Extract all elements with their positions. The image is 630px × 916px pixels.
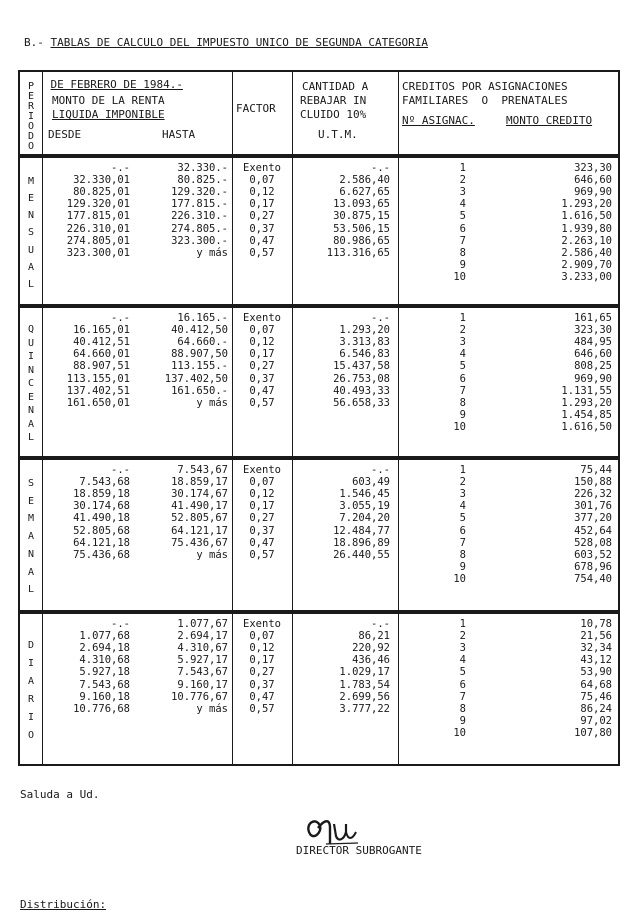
cell-hasta: 16.165.- <box>177 312 228 324</box>
cell-rebaja: 6.627,65 <box>339 186 390 199</box>
section-label-letter: U <box>27 244 35 256</box>
section-label-letter: I <box>27 712 35 723</box>
cell-monto-credito: 43,12 <box>580 654 612 667</box>
cell-desde: 18.859,18 <box>73 488 130 501</box>
cell-num-asignac: 6 <box>459 524 466 537</box>
cell-desde: 75.436,68 <box>73 548 130 561</box>
cell-num-asignac: 4 <box>459 198 466 211</box>
header-factor: FACTOR <box>236 102 276 115</box>
signer-title: DIRECTOR SUBROGANTE <box>296 844 422 857</box>
distribucion-label: Distribución: <box>20 898 107 911</box>
section-label-letter: N <box>27 405 35 417</box>
cell-factor: 0,07 <box>249 174 275 187</box>
header-periodo-letter: E <box>27 91 35 102</box>
title-line-1-text: TABLAS DE CALCULO DEL IMPUESTO UNICO DE SEGUNDA CATEGORIA <box>50 36 428 49</box>
cell-desde: 177.815,01 <box>66 210 130 223</box>
cell-hasta: 323.300.- <box>171 234 228 247</box>
section-label-letter: O <box>27 730 35 741</box>
cell-num-asignac: 3 <box>459 642 466 655</box>
cell-monto-credito: 452,64 <box>574 524 612 537</box>
cell-factor: 0,12 <box>249 186 275 199</box>
cell-rebaja: -.- <box>371 618 390 630</box>
cell-rebaja: 3.777,22 <box>339 702 390 715</box>
cell-num-asignac: 4 <box>459 348 466 361</box>
cell-monto-credito: 2.263,10 <box>561 234 612 247</box>
cell-factor: 0,57 <box>249 702 275 715</box>
header-monto-credito: MONTO CREDITO <box>506 114 593 127</box>
cell-num-asignac: 6 <box>459 222 466 235</box>
cell-desde: -.- <box>111 312 130 324</box>
cell-desde: 10.776,68 <box>73 702 130 715</box>
cell-rebaja: 1.546,45 <box>339 488 390 501</box>
cell-monto-credito: 808,25 <box>574 360 612 373</box>
section-label <box>20 637 42 745</box>
cell-rebaja: -.- <box>371 312 390 324</box>
cell-hasta: 88.907,50 <box>171 348 228 361</box>
cell-num-asignac: 9 <box>459 258 466 271</box>
cell-desde: 64.121,18 <box>73 536 130 549</box>
cell-factor: Exento <box>243 464 281 476</box>
section-label-letter: R <box>27 694 35 705</box>
cell-rebaja: 7.204,20 <box>339 512 390 525</box>
cell-monto-credito: 969,90 <box>574 186 612 199</box>
cell-rebaja: 3.313,83 <box>339 336 390 349</box>
cell-num-asignac: 10 <box>453 572 466 585</box>
cell-monto-credito: 64,68 <box>580 678 612 691</box>
cell-hasta: 41.490,17 <box>171 500 228 513</box>
cell-factor: 0,47 <box>249 690 275 703</box>
section-label-letter: M <box>27 513 35 525</box>
cell-rebaja: 56.658,33 <box>333 396 390 409</box>
cell-hasta: 64.121,17 <box>171 524 228 537</box>
cell-rebaja: 26.440,55 <box>333 548 390 561</box>
cell-num-asignac: 2 <box>459 174 466 187</box>
cell-desde: 7.543,68 <box>79 476 130 489</box>
section-label-letter: C <box>27 378 35 390</box>
cell-hasta: 52.805,67 <box>171 512 228 525</box>
cell-desde: 2.694,18 <box>79 642 130 655</box>
cell-num-asignac: 7 <box>459 536 466 549</box>
cell-rebaja: 40.493,33 <box>333 384 390 397</box>
cell-factor: Exento <box>243 162 281 174</box>
cell-rebaja: 220,92 <box>352 642 390 655</box>
cell-hasta: y más <box>196 548 228 561</box>
cell-hasta: 5.927,17 <box>177 654 228 667</box>
section-label-letter: A <box>27 676 35 687</box>
cell-num-asignac: 9 <box>459 560 466 573</box>
cell-hasta: 1.077,67 <box>177 618 228 630</box>
section-label <box>20 323 42 445</box>
section-label-letter: L <box>27 278 35 290</box>
cell-rebaja: 15.437,58 <box>333 360 390 373</box>
cell-monto-credito: 2.586,40 <box>561 246 612 259</box>
header-cantidad-line1: CANTIDAD A <box>302 80 369 93</box>
cell-factor: 0,17 <box>249 198 275 211</box>
cell-desde: 137.402,51 <box>66 384 130 397</box>
cell-rebaja: -.- <box>371 162 390 174</box>
header-num-asignac: Nº ASIGNAC. <box>402 114 475 127</box>
cell-factor: 0,27 <box>249 512 275 525</box>
cell-factor: 0,47 <box>249 384 275 397</box>
cell-num-asignac: 1 <box>459 312 466 324</box>
cell-hasta: 32.330.- <box>177 162 228 174</box>
cell-monto-credito: 75,46 <box>580 690 612 703</box>
cell-factor: 0,12 <box>249 642 275 655</box>
cell-desde: 5.927,18 <box>79 666 130 679</box>
cell-rebaja: 30.875,15 <box>333 210 390 223</box>
cell-factor: 0,57 <box>249 548 275 561</box>
cell-monto-credito: 10,78 <box>580 618 612 630</box>
cell-monto-credito: 323,30 <box>574 162 612 174</box>
cell-monto-credito: 97,02 <box>580 714 612 727</box>
cell-factor: Exento <box>243 312 281 324</box>
cell-desde: 16.165,01 <box>73 324 130 337</box>
cell-desde: 226.310,01 <box>66 222 130 235</box>
cell-hasta: 137.402,50 <box>164 372 228 385</box>
cell-factor: 0,07 <box>249 476 275 489</box>
cell-desde: -.- <box>111 162 130 174</box>
cell-monto-credito: 646,60 <box>574 348 612 361</box>
cell-monto-credito: 646,60 <box>574 174 612 187</box>
cell-factor: 0,27 <box>249 360 275 373</box>
section-label-letter: N <box>27 210 35 222</box>
cell-factor: 0,07 <box>249 324 275 337</box>
cell-num-asignac: 9 <box>459 714 466 727</box>
cell-factor: 0,12 <box>249 488 275 501</box>
section-diario <box>18 612 620 766</box>
cell-monto-credito: 1.131,55 <box>561 384 612 397</box>
cell-num-asignac: 8 <box>459 548 466 561</box>
cell-desde: 9.160,18 <box>79 690 130 703</box>
cell-num-asignac: 7 <box>459 690 466 703</box>
section-label <box>20 173 42 293</box>
cell-desde: 4.310,68 <box>79 654 130 667</box>
cell-rebaja: 18.896,89 <box>333 536 390 549</box>
cell-monto-credito: 53,90 <box>580 666 612 679</box>
cell-hasta: 7.543,67 <box>177 666 228 679</box>
cell-rebaja: 86,21 <box>358 630 390 643</box>
cell-rebaja: 436,46 <box>352 654 390 667</box>
section-label-letter: A <box>27 418 35 430</box>
cell-desde: 80.825,01 <box>73 186 130 199</box>
section-label-letter: I <box>27 658 35 669</box>
cell-num-asignac: 3 <box>459 336 466 349</box>
cell-rebaja: 1.029,17 <box>339 666 390 679</box>
cell-num-asignac: 1 <box>459 618 466 630</box>
header-periodo-letter: O <box>27 141 35 152</box>
section-label-letter: S <box>27 478 35 489</box>
cell-factor: 0,47 <box>249 536 275 549</box>
section-label-letter: M <box>27 176 35 187</box>
cell-rebaja: 603,49 <box>352 476 390 489</box>
header-monto-line2: LIQUIDA IMPONIBLE <box>52 108 165 121</box>
cell-monto-credito: 2.909,70 <box>561 258 612 271</box>
cell-monto-credito: 1.616,50 <box>561 420 612 433</box>
section-label-letter: E <box>27 391 35 403</box>
title-line-2-text: DE FEBRERO DE 1984.- <box>50 78 183 91</box>
cell-num-asignac: 2 <box>459 324 466 337</box>
cell-rebaja: 1.293,20 <box>339 324 390 337</box>
cell-monto-credito: 603,52 <box>574 548 612 561</box>
cell-hasta: 2.694,17 <box>177 630 228 643</box>
cell-monto-credito: 969,90 <box>574 372 612 385</box>
cell-monto-credito: 678,96 <box>574 560 612 573</box>
cell-hasta: 161.650.- <box>171 384 228 397</box>
cell-desde: 7.543,68 <box>79 678 130 691</box>
cell-num-asignac: 6 <box>459 678 466 691</box>
cell-hasta: 64.660.- <box>177 336 228 349</box>
cell-monto-credito: 150,88 <box>574 476 612 489</box>
cell-desde: -.- <box>111 618 130 630</box>
cell-rebaja: -.- <box>371 464 390 476</box>
section-label-letter: I <box>27 351 35 363</box>
cell-monto-credito: 1.616,50 <box>561 210 612 223</box>
cell-hasta: 30.174,67 <box>171 488 228 501</box>
header-utm: U.T.M. <box>318 128 358 141</box>
cell-hasta: 129.320.- <box>171 186 228 199</box>
cell-rebaja: 53.506,15 <box>333 222 390 235</box>
cell-factor: 0,17 <box>249 348 275 361</box>
cell-hasta: 75.436,67 <box>171 536 228 549</box>
section-label-letter: D <box>27 640 35 651</box>
cell-hasta: 40.412,50 <box>171 324 228 337</box>
cell-factor: 0,47 <box>249 234 275 247</box>
section-label-letter: A <box>27 531 35 543</box>
section-label-letter: U <box>27 337 35 349</box>
cell-factor: 0,57 <box>249 396 275 409</box>
cell-rebaja: 3.055,19 <box>339 500 390 513</box>
cell-monto-credito: 377,20 <box>574 512 612 525</box>
cell-monto-credito: 226,32 <box>574 488 612 501</box>
cell-hasta: 113.155.- <box>171 360 228 373</box>
cell-monto-credito: 86,24 <box>580 702 612 715</box>
cell-rebaja: 6.546,83 <box>339 348 390 361</box>
title-line-1: B.- TABLAS DE CALCULO DEL IMPUESTO UNICO DE SEGUNDA CATEGORIA <box>24 36 428 49</box>
cell-monto-credito: 107,80 <box>574 726 612 739</box>
cell-hasta: 177.815.- <box>171 198 228 211</box>
cell-num-asignac: 1 <box>459 464 466 476</box>
cell-num-asignac: 5 <box>459 666 466 679</box>
section-label-letter: A <box>27 566 35 578</box>
cell-hasta: 18.859,17 <box>171 476 228 489</box>
cell-num-asignac: 3 <box>459 186 466 199</box>
cell-num-asignac: 5 <box>459 360 466 373</box>
cell-num-asignac: 10 <box>453 420 466 433</box>
cell-desde: 323.300,01 <box>66 246 130 259</box>
cell-num-asignac: 10 <box>453 270 466 283</box>
header-periodo <box>20 82 42 152</box>
closing-saluda: Saluda a Ud. <box>20 788 100 801</box>
cell-num-asignac: 7 <box>459 234 466 247</box>
cell-factor: 0,07 <box>249 630 275 643</box>
cell-hasta: 10.776,67 <box>171 690 228 703</box>
cell-monto-credito: 484,95 <box>574 336 612 349</box>
section-label-letter: L <box>27 584 35 596</box>
cell-factor: 0,37 <box>249 372 275 385</box>
header-cantidad-line2: REBAJAR IN <box>300 94 367 107</box>
table-header <box>18 70 620 156</box>
cell-rebaja: 80.986,65 <box>333 234 390 247</box>
cell-rebaja: 2.586,40 <box>339 174 390 187</box>
header-periodo-letter: I <box>27 111 35 122</box>
cell-monto-credito: 75,44 <box>580 464 612 476</box>
section-label-letter: Q <box>27 324 35 335</box>
cell-desde: 41.490,18 <box>73 512 130 525</box>
cell-factor: 0,27 <box>249 210 275 223</box>
cell-rebaja: 1.783,54 <box>339 678 390 691</box>
cell-num-asignac: 9 <box>459 408 466 421</box>
cell-monto-credito: 161,65 <box>574 312 612 324</box>
cell-monto-credito: 1.293,20 <box>561 198 612 211</box>
header-periodo-letter: D <box>27 131 35 142</box>
cell-num-asignac: 7 <box>459 384 466 397</box>
cell-monto-credito: 323,30 <box>574 324 612 337</box>
cell-monto-credito: 1.454,85 <box>561 408 612 421</box>
cell-hasta: y más <box>196 246 228 259</box>
cell-desde: -.- <box>111 464 130 476</box>
cell-factor: 0,27 <box>249 666 275 679</box>
cell-factor: 0,17 <box>249 500 275 513</box>
section-semanal <box>18 458 620 612</box>
cell-hasta: 7.543,67 <box>177 464 228 476</box>
cell-desde: 161.650,01 <box>66 396 130 409</box>
section-label-letter: S <box>27 227 35 239</box>
cell-desde: 88.907,51 <box>73 360 130 373</box>
cell-num-asignac: 8 <box>459 702 466 715</box>
cell-num-asignac: 8 <box>459 246 466 259</box>
header-cantidad-line3: CLUIDO 10% <box>300 108 367 121</box>
cell-rebaja: 26.753,08 <box>333 372 390 385</box>
cell-monto-credito: 3.233,00 <box>561 270 612 283</box>
cell-hasta: 80.825.- <box>177 174 228 187</box>
cell-hasta: 4.310,67 <box>177 642 228 655</box>
cell-num-asignac: 2 <box>459 476 466 489</box>
header-desde: DESDE <box>48 128 82 141</box>
header-periodo-letter: P <box>27 81 35 92</box>
section-label-letter: A <box>27 261 35 273</box>
cell-desde: 129.320,01 <box>66 198 130 211</box>
cell-num-asignac: 5 <box>459 210 466 223</box>
cell-num-asignac: 5 <box>459 512 466 525</box>
cell-hasta: 9.160,17 <box>177 678 228 691</box>
cell-hasta: y más <box>196 702 228 715</box>
cell-monto-credito: 1.939,80 <box>561 222 612 235</box>
section-quincenal <box>18 306 620 458</box>
cell-num-asignac: 3 <box>459 488 466 501</box>
cell-monto-credito: 301,76 <box>574 500 612 513</box>
cell-factor: 0,37 <box>249 678 275 691</box>
cell-monto-credito: 32,34 <box>580 642 612 655</box>
cell-desde: 40.412,51 <box>73 336 130 349</box>
section-label-letter: E <box>27 495 35 507</box>
cell-num-asignac: 10 <box>453 726 466 739</box>
header-periodo-letter: R <box>27 101 35 112</box>
cell-desde: 113.155,01 <box>66 372 130 385</box>
cell-factor: 0,57 <box>249 246 275 259</box>
cell-monto-credito: 528,08 <box>574 536 612 549</box>
cell-num-asignac: 6 <box>459 372 466 385</box>
header-hasta: HASTA <box>162 128 196 141</box>
header-creditos-line2: FAMILIARES O PRENATALES <box>402 94 568 107</box>
cell-monto-credito: 754,40 <box>574 572 612 585</box>
cell-num-asignac: 8 <box>459 396 466 409</box>
header-periodo-letter: O <box>27 121 35 132</box>
cell-factor: 0,12 <box>249 336 275 349</box>
header-creditos-line1: CREDITOS POR ASIGNACIONES <box>402 80 568 93</box>
cell-hasta: y más <box>196 396 228 409</box>
cell-desde: 274.805,01 <box>66 234 130 247</box>
cell-factor: 0,37 <box>249 222 275 235</box>
section-label-letter: N <box>27 364 35 376</box>
cell-monto-credito: 21,56 <box>580 630 612 643</box>
cell-rebaja: 12.484,77 <box>333 524 390 537</box>
cell-num-asignac: 2 <box>459 630 466 643</box>
cell-desde: 32.330,01 <box>73 174 130 187</box>
cell-rebaja: 2.699,56 <box>339 690 390 703</box>
cell-factor: 0,17 <box>249 654 275 667</box>
cell-desde: 52.805,68 <box>73 524 130 537</box>
section-label-letter: E <box>27 193 35 205</box>
section-label <box>20 475 42 599</box>
cell-num-asignac: 4 <box>459 654 466 667</box>
cell-num-asignac: 4 <box>459 500 466 513</box>
cell-desde: 1.077,68 <box>79 630 130 643</box>
cell-desde: 30.174,68 <box>73 500 130 513</box>
cell-hasta: 226.310.- <box>171 210 228 223</box>
cell-rebaja: 113.316,65 <box>326 246 390 259</box>
cell-num-asignac: 1 <box>459 162 466 174</box>
section-mensual <box>18 156 620 306</box>
cell-rebaja: 13.093,65 <box>333 198 390 211</box>
cell-monto-credito: 1.293,20 <box>561 396 612 409</box>
header-monto-line1: MONTO DE LA RENTA <box>52 94 165 107</box>
cell-factor: 0,37 <box>249 524 275 537</box>
section-label-letter: L <box>27 432 35 444</box>
cell-hasta: 274.805.- <box>171 222 228 235</box>
cell-desde: 64.660,01 <box>73 348 130 361</box>
cell-factor: Exento <box>243 618 281 630</box>
section-label-letter: N <box>27 548 35 560</box>
